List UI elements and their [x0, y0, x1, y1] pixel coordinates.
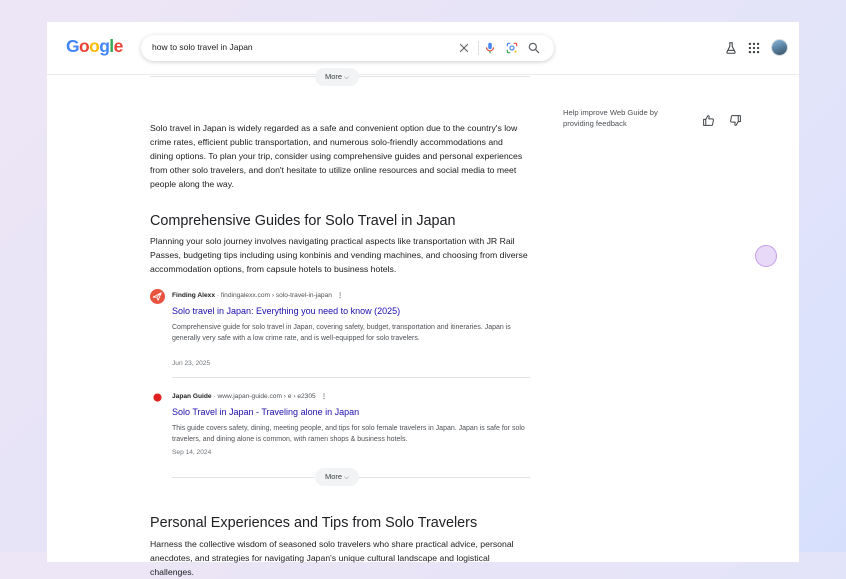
- chevron-down-icon: ⌵: [344, 74, 350, 81]
- section2-heading: Personal Experiences and Tips from Solo Travelers: [150, 515, 478, 531]
- result-date: Sep 14, 2024: [172, 449, 212, 456]
- mic-icon[interactable]: [483, 41, 497, 55]
- result-snippet: Comprehensive guide for solo travel in Japan, covering safety, budget, transportation and itineraries. Japan is generally very safe with a low crime rate, and is well-equipped for solo travelers.: [172, 324, 511, 343]
- japan-guide-favicon: [150, 390, 165, 405]
- result-item: [150, 289, 530, 379]
- cursor-indicator: [755, 245, 777, 267]
- section1-heading: Comprehensive Guides for Solo Travel in Japan: [150, 213, 456, 229]
- top-more-button[interactable]: More ⌵: [315, 68, 359, 86]
- search-header: [47, 22, 799, 75]
- more-vert-icon[interactable]: ⋮: [336, 292, 344, 299]
- thumbs-down-icon[interactable]: [729, 114, 742, 127]
- search-divider: [478, 41, 479, 55]
- search-query-text[interactable]: how to solo travel in Japan: [152, 42, 253, 52]
- feedback-text: Help improve Web Guide by providing feedback: [563, 108, 658, 128]
- result-date: Jun 23, 2025: [172, 360, 211, 367]
- browser-window: [47, 22, 799, 577]
- result-snippet: This guide covers safety, dining, meeting people, and tips for solo female travelers in Japan. Japan is safe for solo travelers, and dining alone is common, with ramen shops & business hotels.: [172, 425, 525, 444]
- apps-grid-icon[interactable]: [747, 41, 761, 55]
- lens-icon[interactable]: [505, 41, 519, 55]
- intro-paragraph: Solo travel in Japan is widely regarded as a safe and convenient option due to the country's low crime rates, efficient public transportation, and numerous solo-friendly accommodations and dining options. To plan your trip, consider using comprehensive guides and personal experiences from other solo travelers, and don't hesitate to utilize online resources and social media to meet people along the way.: [150, 123, 523, 189]
- result-source[interactable]: Finding Alexx · findingalexx.com › solo-travel-in-japan ⋮: [172, 292, 344, 299]
- search-icon[interactable]: [527, 41, 541, 55]
- section1-more-button[interactable]: More ⌵: [315, 468, 359, 486]
- more-vert-icon[interactable]: ⋮: [320, 393, 328, 400]
- result-title-link[interactable]: Solo travel in Japan: Everything you need to know (2025): [172, 306, 401, 316]
- results-area: [47, 72, 799, 577]
- result-divider: [172, 377, 530, 378]
- result-title-link[interactable]: Solo Travel in Japan - Traveling alone in Japan: [172, 407, 360, 417]
- labs-flask-icon[interactable]: [724, 41, 738, 55]
- close-icon[interactable]: [457, 41, 471, 55]
- result-source[interactable]: Japan Guide · www.japan-guide.com › e › e2305 ⋮: [172, 393, 328, 400]
- section2-paragraph: Harness the collective wisdom of seasoned solo travelers who share practical advice, personal anecdotes, and strategies for navigating Japan's unique cultural landscape and logistical challenges.: [150, 539, 514, 577]
- chevron-down-icon: ⌵: [344, 474, 350, 481]
- google-logo[interactable]: Google: [66, 36, 123, 56]
- section1-paragraph: Planning your solo journey involves navigating practical aspects like transportation with JR Rail Passes, budgeting tips including using konbinis and vending machines, and choosing from diverse accommodation options, from capsule hotels to business hotels.: [150, 236, 528, 274]
- finding-alexx-favicon: [150, 289, 165, 304]
- search-input[interactable]: [141, 35, 554, 61]
- avatar[interactable]: [771, 39, 788, 56]
- result-item: [150, 390, 530, 465]
- thumbs-up-icon[interactable]: [702, 114, 715, 127]
